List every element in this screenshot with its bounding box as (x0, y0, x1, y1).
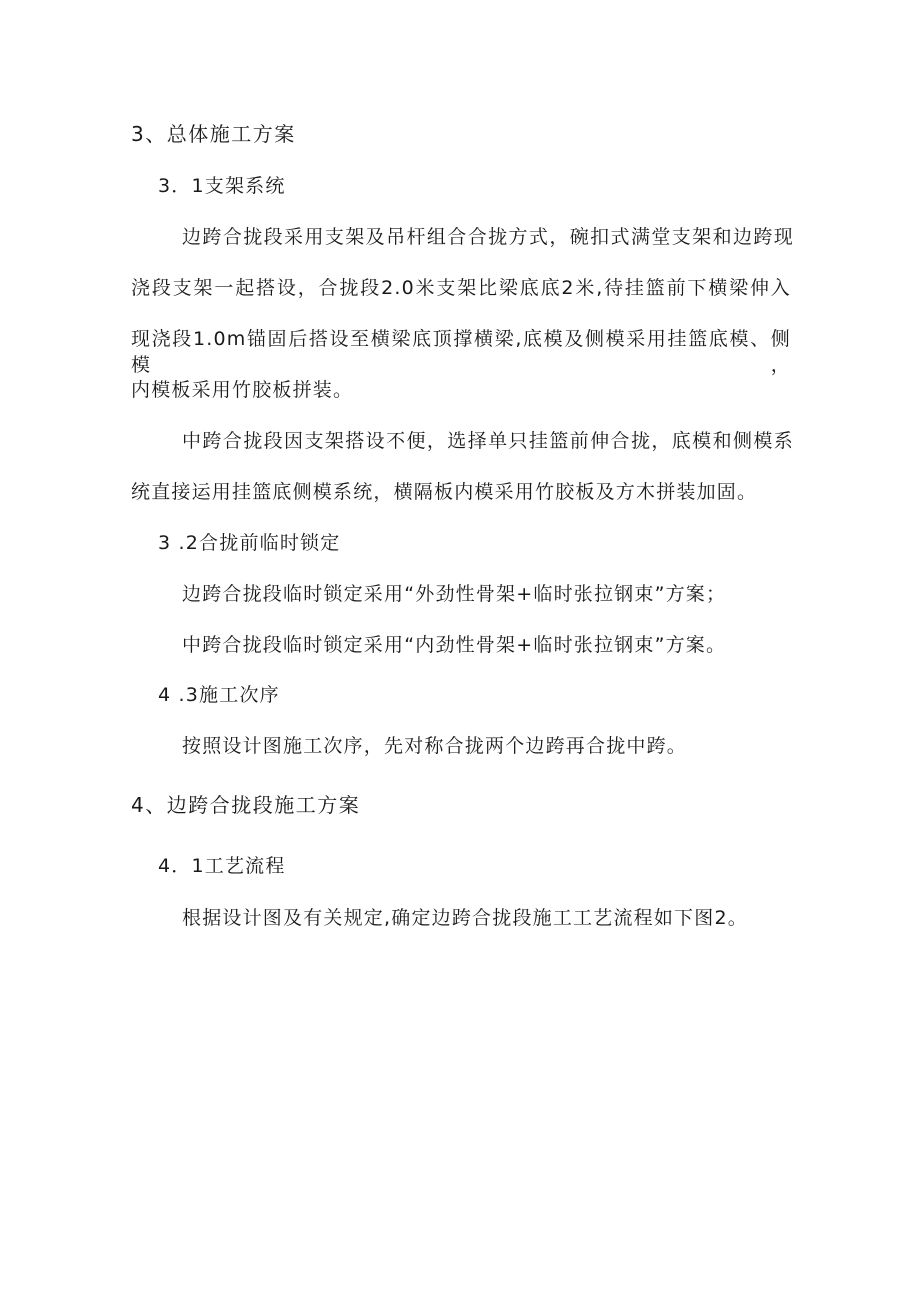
subsection-3-3-heading: 4 .3施工次序 (158, 684, 280, 706)
process-flow-text: 根据设计图及有关规定,确定边跨合拢段施工工艺流程如下图2。 (182, 907, 748, 929)
construction-order-text: 按照设计图施工次序，先对称合拢两个边跨再合拢中跨。 (182, 735, 688, 757)
paragraph-3-1-line-1: 边跨合拢段采用支架及吊杆组合合拢方式，碗扣式满堂支架和边跨现 (182, 226, 794, 248)
paragraph-3-1-line-2: 浇段支架一起搭设，合拢段2.0米支架比梁底底2米,待挂篮前下横梁伸入 (131, 277, 791, 299)
section-3-heading: 3、总体施工方案 (131, 122, 296, 146)
lock-side-span-text: 边跨合拢段临时锁定采用“外劲性骨架+临时张拉钢束”方案； (182, 583, 727, 605)
subsection-3-2-heading: 3 .2合拢前临时锁定 (158, 532, 341, 554)
paragraph-3-1-line-4: 内模板采用竹胶板拼装。 (131, 379, 354, 401)
paragraph-3-1-line-3: 现浇段1.0m锚固后搭设至横梁底顶撑横梁,底模及侧模采用挂篮底模、侧模， (131, 328, 791, 376)
paragraph-3-1b-line-1: 中跨合拢段因支架搭设不便，选择单只挂篮前伸合拢，底模和侧模系 (182, 430, 794, 452)
section-4-heading: 4、边跨合拢段施工方案 (131, 793, 361, 817)
subsection-4-1-heading: 4．1工艺流程 (158, 855, 286, 877)
lock-mid-span-text: 中跨合拢段临时锁定采用“内劲性骨架+临时张拉钢束”方案。 (182, 634, 727, 656)
subsection-3-1-heading: 3．1支架系统 (158, 175, 286, 197)
paragraph-3-1b-line-2: 统直接运用挂篮底侧模系统，横隔板内模采用竹胶板及方木拼装加固。 (131, 481, 758, 503)
